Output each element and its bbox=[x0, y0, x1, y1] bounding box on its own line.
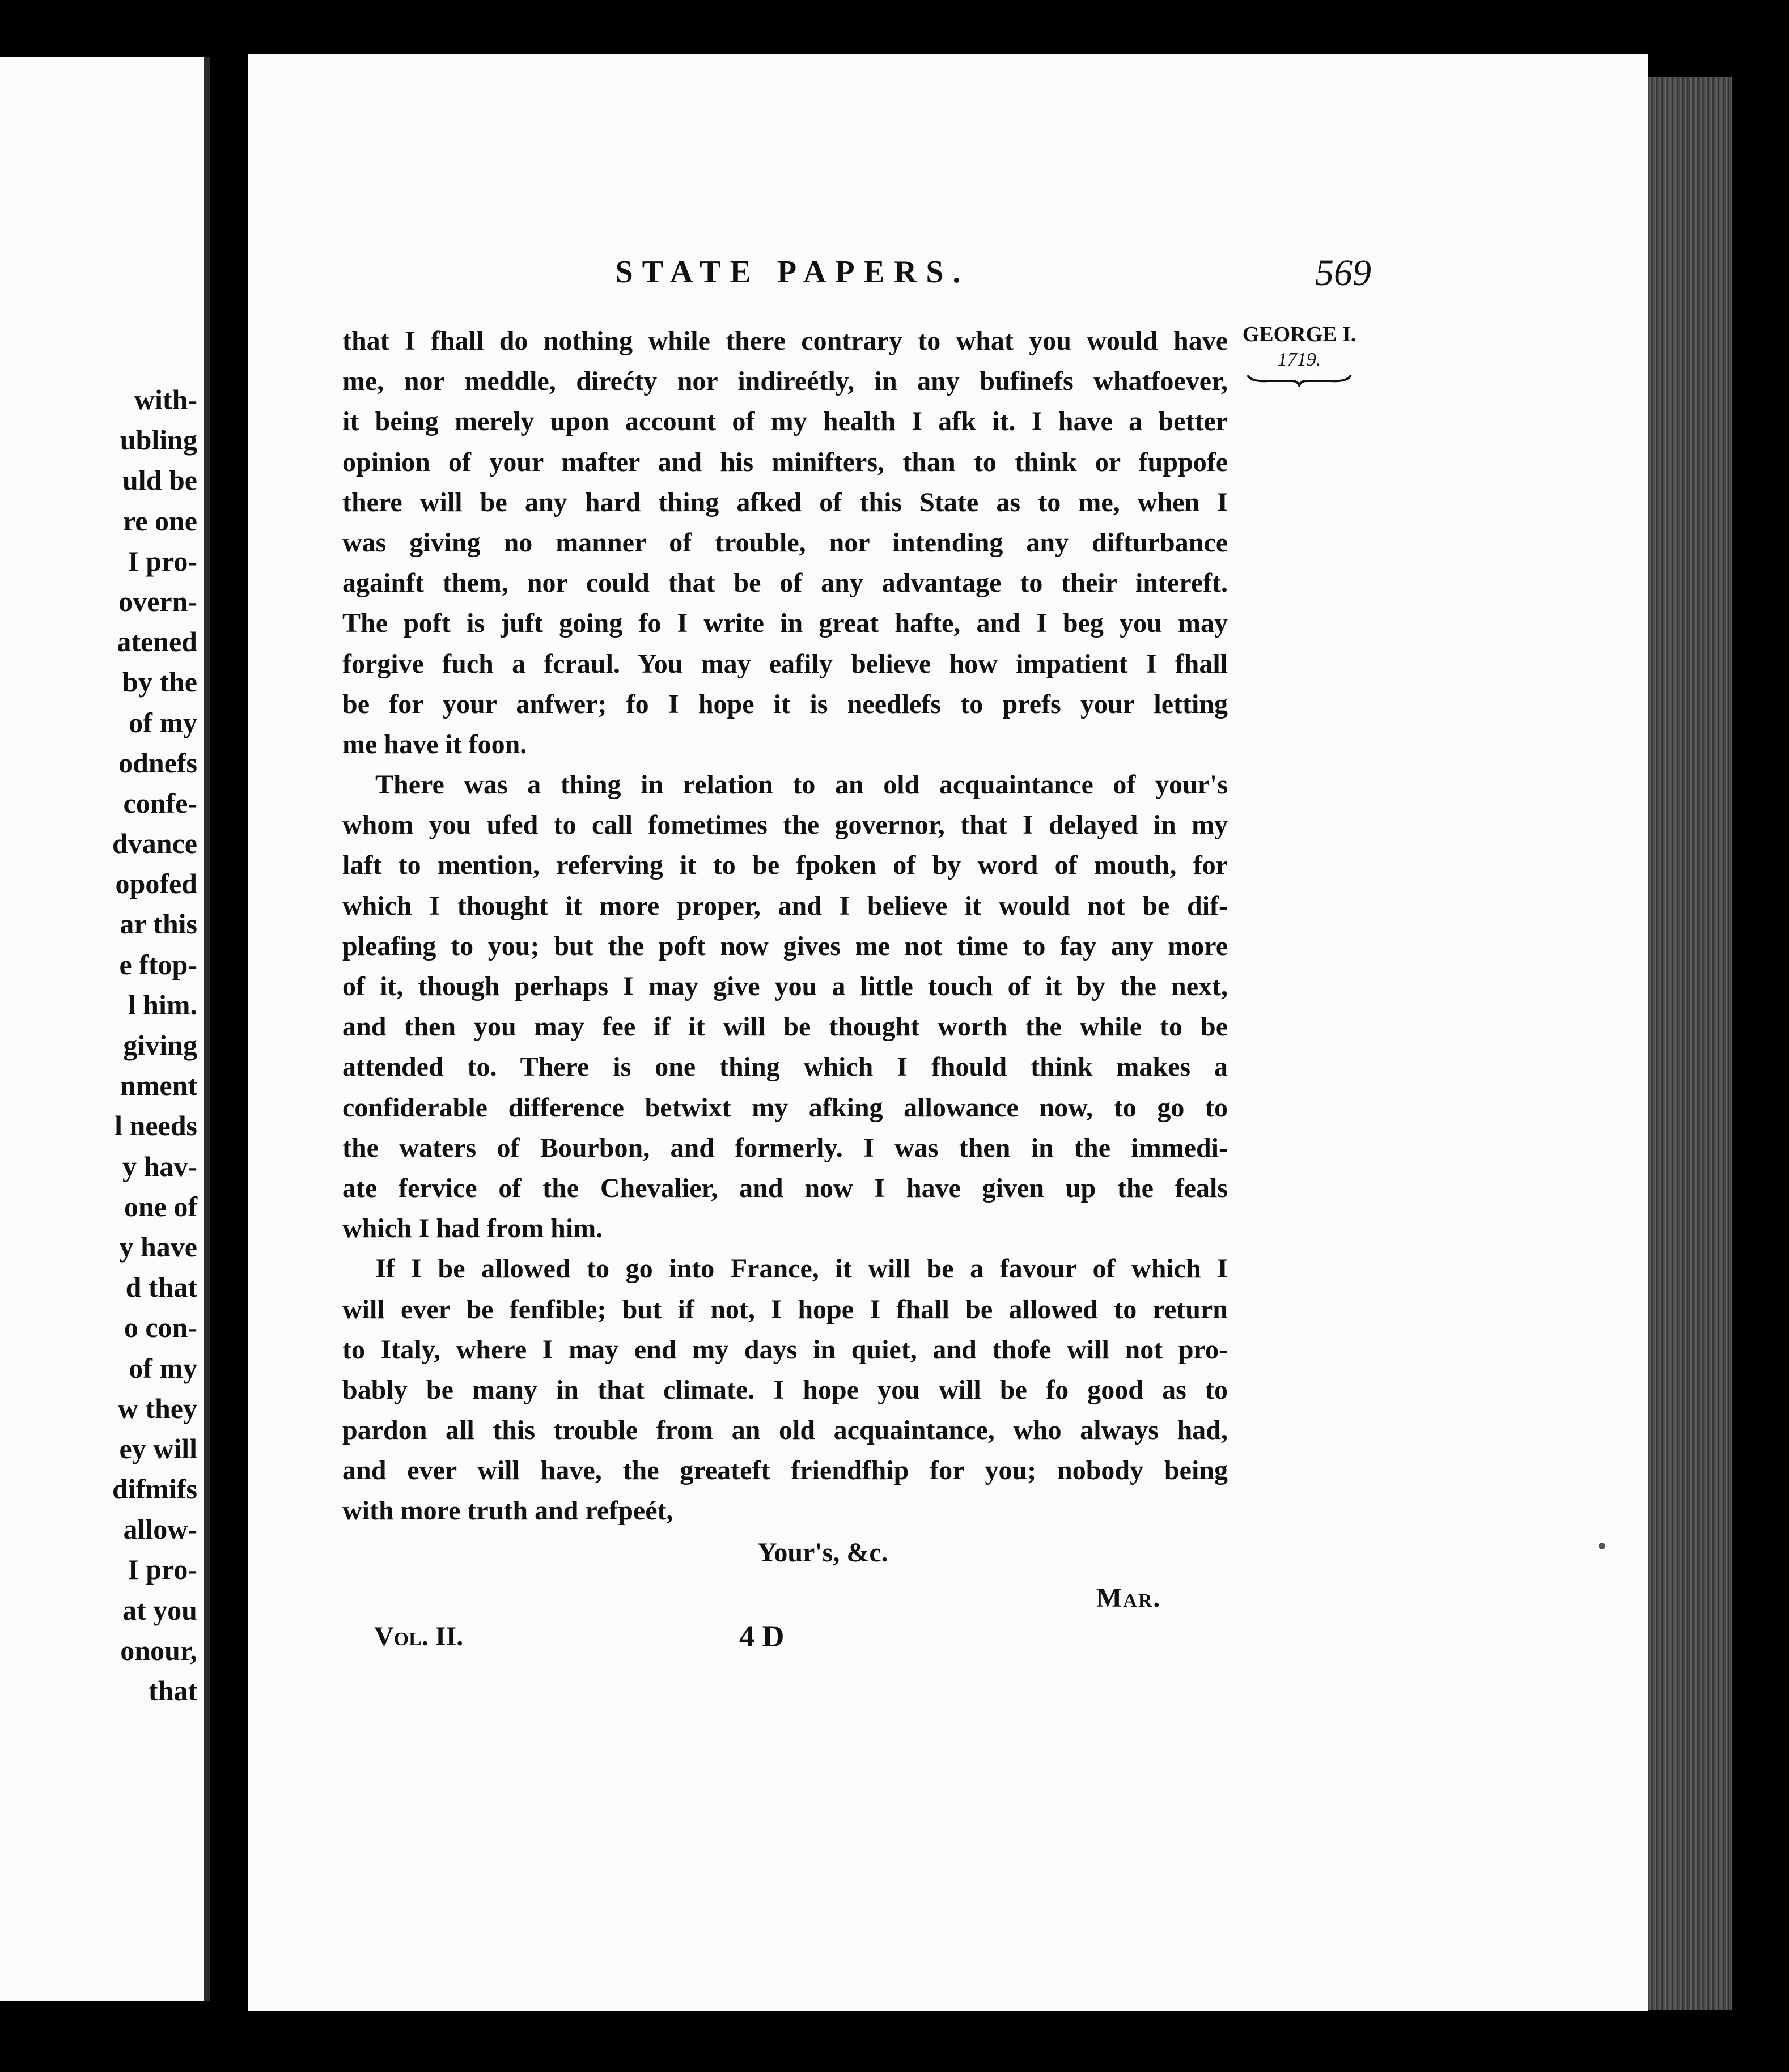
left-page-line: giving bbox=[123, 1029, 197, 1061]
margin-note bbox=[1233, 322, 1365, 387]
left-page-line: atened bbox=[117, 626, 197, 658]
running-head: STATE PAPERS. bbox=[615, 254, 970, 290]
text-line: and then you may fee if it will be thought worth the while to be bbox=[342, 1012, 1228, 1042]
text-line: the waters of Bourbon, and formerly. I was then in the immedi- bbox=[342, 1132, 1228, 1163]
text-line: it being merely upon account of my health I afk it. I have a better bbox=[342, 406, 1228, 437]
text-line: of it, though perhaps I may give you a little touch of it by the next, bbox=[342, 971, 1228, 1001]
text-line: attended to. There is one thing which I fhould think makes a bbox=[342, 1052, 1228, 1082]
left-page-line-ends bbox=[5, 380, 197, 1711]
text-line: me, nor meddle, direćty nor indireétly, in any bufinefs whatfoever, bbox=[342, 366, 1228, 397]
left-page-line: I pro- bbox=[128, 1553, 197, 1586]
text-line: There was a thing in relation to an old acquaintance of your's bbox=[375, 770, 1228, 800]
left-page-line: uld be bbox=[122, 464, 197, 496]
left-page-line: y hav- bbox=[122, 1150, 197, 1182]
left-page-line: ubling bbox=[120, 424, 197, 456]
text-line: and ever will have, the greateft friendfhip for you; nobody being bbox=[342, 1455, 1228, 1486]
left-page-line: I pro- bbox=[128, 545, 197, 577]
text-line: ate fervice of the Chevalier, and now I have given up the feals bbox=[342, 1173, 1228, 1203]
text-line: pleafing to you; but the poft now gives me not time to fay any more bbox=[342, 931, 1228, 961]
text-line: which I had from him. bbox=[342, 1213, 603, 1244]
left-page-line: opofed bbox=[115, 868, 197, 900]
left-page-line: one of bbox=[124, 1190, 197, 1222]
text-line: to Italy, where I may end my days in quiet, and thofe will not pro- bbox=[342, 1334, 1228, 1365]
left-page-line: overn- bbox=[118, 585, 197, 617]
signature-mark: 4 D bbox=[739, 1619, 785, 1653]
left-page-line: odnefs bbox=[118, 746, 197, 779]
left-page-line: w they bbox=[117, 1392, 197, 1424]
left-page-line: l needs bbox=[115, 1110, 197, 1142]
letter-closing: Your's, &c. bbox=[757, 1538, 888, 1568]
left-page-line: onour, bbox=[120, 1634, 197, 1666]
left-page-line: d that bbox=[125, 1271, 197, 1304]
text-line: will ever be fenfible; but if not, I hope I fhall be allowed to return bbox=[342, 1294, 1228, 1324]
text-line: bably be many in that climate. I hope you will be fo good as to bbox=[342, 1374, 1228, 1405]
margin-reign: GEORGE I. bbox=[1242, 322, 1356, 346]
left-page-line: nment bbox=[120, 1069, 197, 1102]
volume-label: Vol. II. bbox=[374, 1621, 464, 1651]
left-page-line: y have bbox=[119, 1230, 197, 1263]
left-page-line: dvance bbox=[112, 827, 197, 860]
margin-brace-ornament bbox=[1245, 372, 1353, 387]
left-page-line: of my bbox=[129, 1352, 197, 1384]
text-line: forgive fuch a fcraul. You may eafily believe how impatient I fhall bbox=[342, 648, 1228, 679]
text-line: with more truth and refpeét, bbox=[342, 1496, 673, 1526]
left-page-line: that bbox=[148, 1675, 197, 1706]
page-number: 569 bbox=[1315, 252, 1371, 294]
left-page-line: l him. bbox=[128, 988, 197, 1021]
text-line: which I thought it more proper, and I believe it would not be dif- bbox=[342, 890, 1228, 921]
text-line: opinion of your mafter and his minifters, than to think or fuppofe bbox=[342, 447, 1228, 477]
text-line: The poft is juft going fo I write in great hafte, and I beg you may bbox=[342, 608, 1228, 639]
text-line: If I be allowed to go into France, it will be a favour of which I bbox=[375, 1254, 1228, 1284]
text-line: me have it foon. bbox=[342, 729, 527, 759]
margin-year: 1719. bbox=[1277, 349, 1321, 370]
left-page-line: allow- bbox=[123, 1513, 197, 1545]
left-page-line: difmifs bbox=[112, 1473, 197, 1505]
text-line: confiderable difference betwixt my afking allowance now, to go to bbox=[342, 1092, 1228, 1123]
page-edges bbox=[1648, 77, 1732, 2010]
left-page-line: ar this bbox=[120, 908, 197, 940]
ink-speck bbox=[1599, 1543, 1605, 1549]
letter-signature: Mar. bbox=[1096, 1583, 1161, 1613]
letter-body bbox=[342, 321, 1228, 1531]
left-page-line: e ftop- bbox=[119, 948, 197, 980]
text-line: laft to mention, referving it to be fpoken of by word of mouth, for bbox=[342, 850, 1228, 881]
text-line: was giving no manner of trouble, nor intending any difturbance bbox=[342, 527, 1228, 558]
left-facing-page bbox=[0, 57, 210, 2001]
text-line: be for your anfwer; fo I hope it is needlefs to prefs your letting bbox=[342, 689, 1228, 719]
text-line: that I fhall do nothing while there contrary to what you would have bbox=[342, 326, 1228, 356]
text-line: againft them, nor could that be of any advantage to their intereft. bbox=[342, 568, 1228, 598]
left-page-line: ey will bbox=[119, 1432, 197, 1464]
left-page-line: of my bbox=[129, 706, 197, 738]
left-page-line: at you bbox=[122, 1594, 197, 1626]
left-page-line: confe- bbox=[123, 787, 197, 819]
left-page-line: with- bbox=[134, 384, 197, 415]
left-page-line: by the bbox=[122, 666, 197, 698]
left-page-line: re one bbox=[123, 504, 197, 537]
left-page-line: o con- bbox=[124, 1311, 197, 1344]
text-line: there will be any hard thing afked of this State as to me, when I bbox=[342, 487, 1228, 517]
text-line: pardon all this trouble from an old acquaintance, who always had, bbox=[342, 1415, 1228, 1446]
text-line: whom you ufed to call fometimes the governor, that I delayed in my bbox=[342, 810, 1228, 840]
